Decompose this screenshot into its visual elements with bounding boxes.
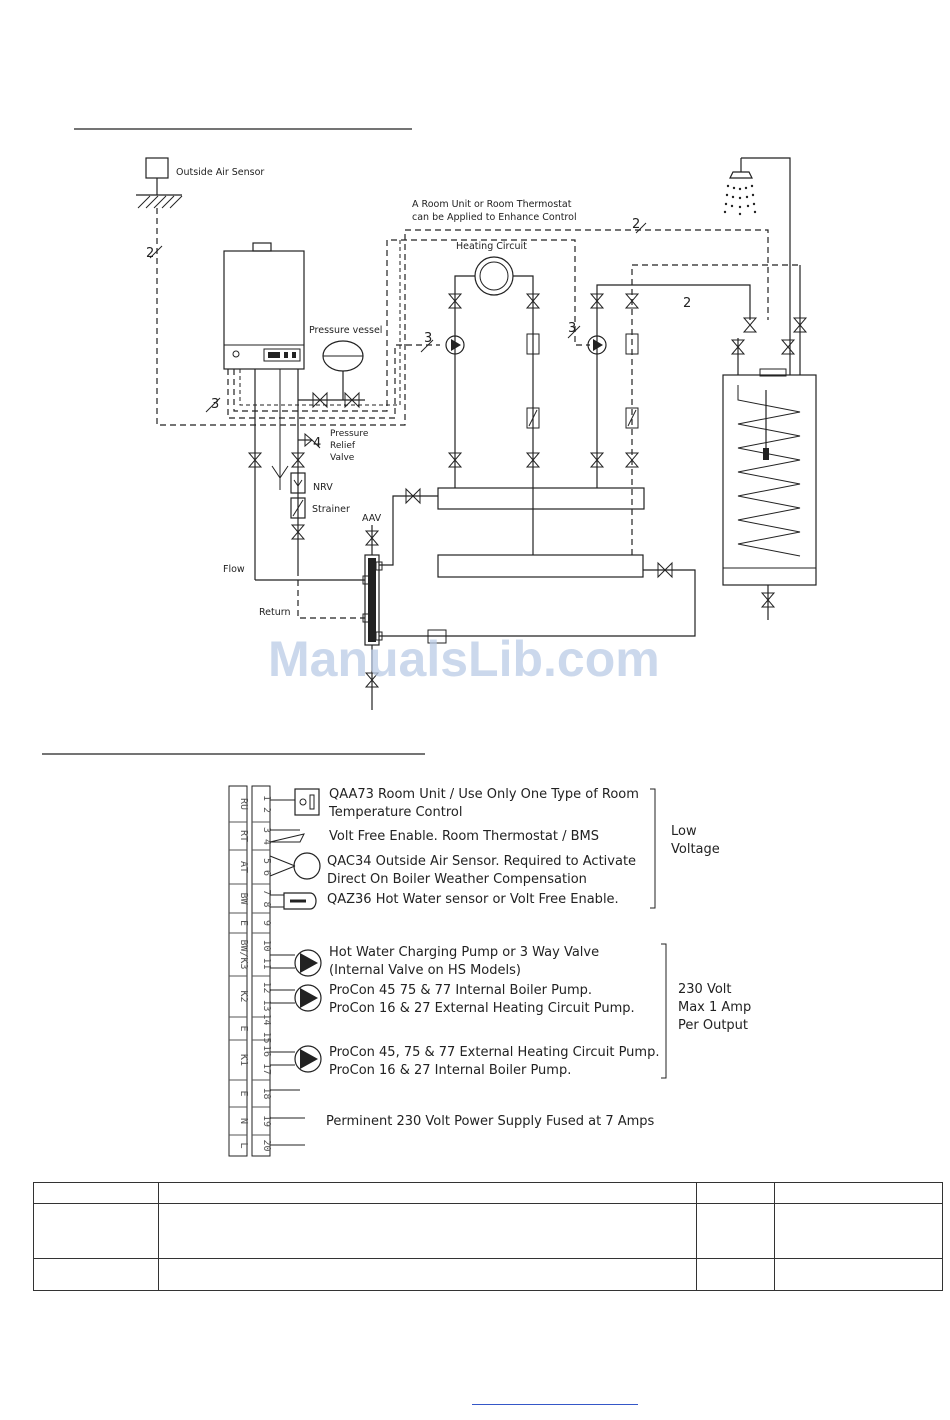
terminal-label: E: [238, 919, 249, 927]
pump-symbols: [270, 950, 321, 1145]
wire-count-room-unit: 2: [632, 217, 641, 232]
terminal-number: 9: [261, 919, 272, 927]
table-cell: [159, 1183, 697, 1204]
hot-water-sensor-symbol: [270, 893, 316, 909]
table-cell: [697, 1259, 775, 1291]
desc-charging-pump-2: (Internal Valve on HS Models): [329, 963, 521, 978]
desc-room-unit-2: Temperature Control: [329, 805, 463, 820]
flow-manifold: [438, 488, 644, 509]
boiler-cable-3: [240, 238, 400, 405]
desc-hot-water-sensor: QAZ36 Hot Water sensor or Volt Free Enable.: [327, 892, 619, 907]
terminal-number: 3 4: [261, 826, 272, 846]
label-max-1-amp: Max 1 Amp: [678, 1000, 752, 1015]
table-cell: [34, 1204, 159, 1259]
wire-count-relief: 4: [313, 436, 322, 451]
terminal-label: RT: [238, 829, 249, 843]
outside-air-sensor-symbol: [270, 853, 320, 879]
circuit2-return-valve: [626, 294, 638, 308]
desc-charging-pump-1: Hot Water Charging Pump or 3 Way Valve: [329, 945, 600, 960]
hot-outlet-valve: [782, 340, 794, 354]
terminal-number: 18: [261, 1087, 272, 1100]
desc-k1-pump-1: ProCon 45, 75 & 77 External Heating Circuit Pump.: [329, 1045, 660, 1060]
room-unit-note-2: can be Applied to Enhance Control: [412, 212, 577, 223]
spec-table: [33, 1182, 943, 1291]
terminal-label: E: [238, 1025, 249, 1032]
table-cell: [775, 1259, 943, 1291]
terminal-number: 20: [261, 1139, 272, 1152]
terminal-label: L: [238, 1142, 249, 1149]
terminal-number: 14 15: [261, 1013, 272, 1044]
table-cell: [697, 1183, 775, 1204]
desc-outside-sensor-2: Direct On Boiler Weather Compensation: [327, 872, 587, 887]
terminal-number: 16 17: [261, 1044, 272, 1076]
terminal-label: K1: [238, 1053, 249, 1067]
label-aav: AAV: [362, 513, 382, 524]
terminal-label: K2: [238, 990, 249, 1003]
table-cell: [159, 1259, 697, 1291]
wire-count-pump-2: 3: [568, 321, 577, 336]
terminal-number: 19: [261, 1114, 272, 1128]
desc-outside-sensor-1: QAC34 Outside Air Sensor. Required to Activate: [327, 854, 637, 869]
terminal-number: 10 11: [261, 939, 272, 970]
watermark: ManualsLib.com: [268, 631, 660, 687]
heating-circuit-emitter: [475, 257, 513, 295]
label-pressure-relief-3: Valve: [330, 453, 355, 463]
label-pressure-relief-2: Relief: [330, 441, 356, 451]
table-cell: [34, 1259, 159, 1291]
label-pressure-relief-1: Pressure: [330, 429, 369, 439]
desc-room-unit-1: QAA73 Room Unit / Use Only One Type of Room: [329, 787, 639, 802]
low-voltage-bracket: [650, 789, 655, 908]
label-pressure-vessel: Pressure vessel: [309, 325, 383, 336]
label-voltage: Voltage: [671, 842, 720, 857]
terminal-label: N: [238, 1117, 249, 1125]
table-cell: [775, 1204, 943, 1259]
desc-room-thermostat: Volt Free Enable. Room Thermostat / BMS: [329, 829, 599, 844]
table-row: [34, 1183, 943, 1204]
terminal-label: BW/K3: [238, 939, 249, 970]
wire-count-cylinder: 2: [683, 296, 692, 311]
table-cell: [697, 1204, 775, 1259]
table-cell: [775, 1183, 943, 1204]
coil-flow-valve: [744, 318, 756, 332]
terminal-label: AT: [238, 860, 249, 874]
terminal-number: 5 6: [261, 857, 272, 877]
room-unit-note-1: A Room Unit or Room Thermostat: [412, 199, 572, 210]
hot-water-cylinder: [723, 369, 816, 585]
footer-link-underline[interactable]: [472, 1404, 638, 1405]
label-strainer: Strainer: [312, 504, 350, 515]
label-low: Low: [671, 824, 697, 839]
pressure-vessel: [323, 341, 363, 400]
boiler-cable-pump-2: [234, 240, 590, 411]
table-cell: [34, 1183, 159, 1204]
label-230-volt: 230 Volt: [678, 982, 732, 997]
shower-icon: [724, 158, 756, 215]
room-thermostat-symbol: [270, 830, 304, 842]
return-manifold: [438, 555, 643, 577]
desc-k2-pump-1: ProCon 45 75 & 77 Internal Boiler Pump.: [329, 983, 593, 998]
label-nrv: NRV: [313, 482, 333, 493]
terminal-label: E: [238, 1090, 249, 1097]
wire-count-sensor: 2: [146, 246, 155, 261]
desc-power-supply: Perminent 230 Volt Power Supply Fused at 7 Amps: [326, 1114, 655, 1129]
terminal-label: RU: [238, 797, 249, 811]
table-row: [34, 1259, 943, 1291]
high-voltage-bracket: [661, 944, 666, 1078]
table-row: [34, 1204, 943, 1259]
label-return: Return: [259, 607, 291, 618]
wire-count-boiler: 3: [211, 397, 220, 412]
desc-k2-pump-2: ProCon 16 & 27 External Heating Circuit Pump.: [329, 1001, 635, 1016]
table-cell: [159, 1204, 697, 1259]
terminal-label: BW: [238, 892, 249, 905]
label-per-output: Per Output: [678, 1018, 749, 1033]
room-unit-symbol: [270, 789, 319, 815]
terminal-number: 1 2: [261, 794, 272, 814]
label-flow: Flow: [223, 564, 245, 575]
outside-air-sensor: [136, 158, 182, 208]
boiler: [224, 243, 304, 369]
desc-k1-pump-2: ProCon 16 & 27 Internal Boiler Pump.: [329, 1063, 572, 1078]
label-outside-air-sensor: Outside Air Sensor: [176, 167, 265, 178]
wire-count-pump-1: 3: [424, 331, 433, 346]
terminal-number: 7 8: [261, 889, 272, 908]
label-heating-circuit: Heating Circuit: [456, 241, 527, 252]
terminal-number: 12 13: [261, 981, 272, 1012]
